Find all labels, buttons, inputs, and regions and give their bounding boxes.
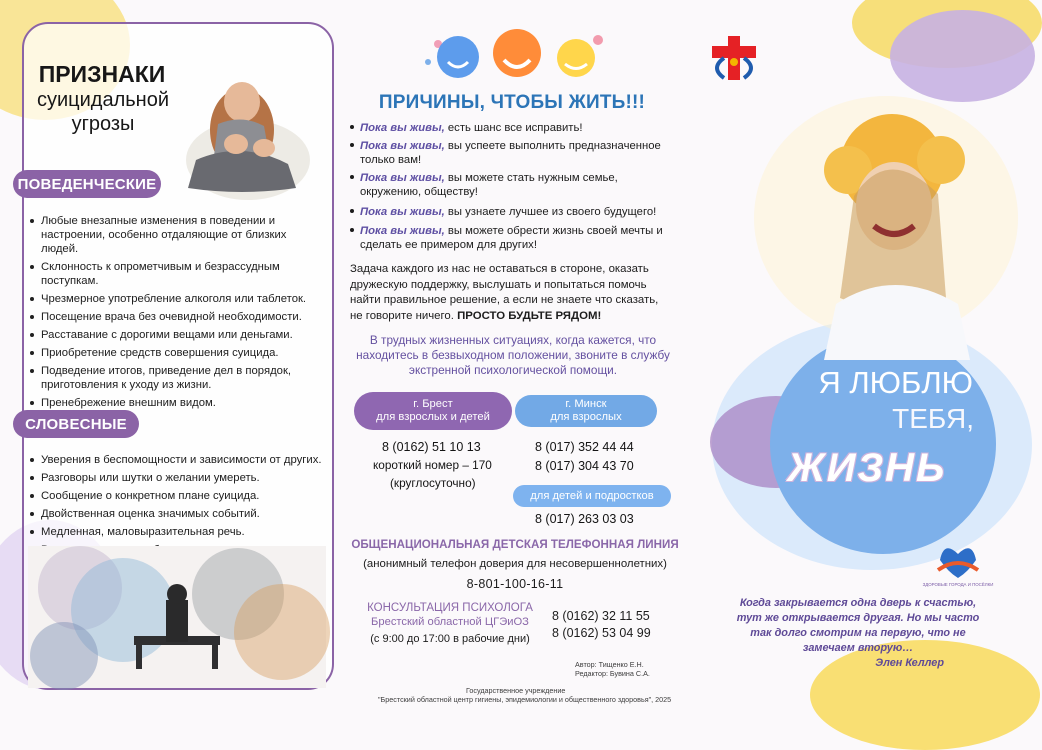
national-line-number: 8-801-100-16-11 bbox=[466, 577, 564, 591]
minsk-phone-2: 8 (017) 304 43 70 bbox=[535, 459, 634, 473]
reason-text: вы успеете выполнить предназначенное только вам! bbox=[360, 140, 661, 166]
behavioral-item: Расставание с дорогими вещами или деньгами. bbox=[30, 328, 322, 342]
emoji-group bbox=[424, 20, 614, 84]
signs-subtitle bbox=[28, 88, 178, 136]
organization-line2: "Брестский областной центр гигиены, эпидемиологии и общественного здоровья", 2025 bbox=[378, 695, 672, 704]
reason-body bbox=[352, 171, 676, 199]
reason-body bbox=[352, 121, 676, 135]
support-paragraph bbox=[350, 262, 674, 324]
minsk-audience: для взрослых bbox=[550, 411, 622, 423]
reason-lead: Пока вы живы, bbox=[360, 122, 445, 134]
reason-lead: Пока вы живы, bbox=[360, 140, 445, 152]
healthy-cities-logo bbox=[922, 534, 994, 588]
reason-text: есть шанс все исправить! bbox=[444, 122, 583, 134]
brest-hours: (круглосуточно) bbox=[390, 476, 476, 490]
behavioral-item: Склонность к опрометчивым и безрассудным поступкам. bbox=[30, 260, 322, 288]
bench-illustration bbox=[28, 546, 326, 688]
behavioral-item: Любые внезапные изменения в поведении и настроении, особенно отдаляющие от близких людей. bbox=[30, 214, 322, 256]
brest-short-number: короткий номер – 170 bbox=[373, 458, 492, 472]
signs-subtitle-line2: угрозы bbox=[71, 113, 135, 135]
consultation-org: Брестский областной ЦГЭиОЗ bbox=[371, 616, 529, 628]
reason-item bbox=[352, 224, 676, 252]
minsk-children-label: для детей и подростков bbox=[530, 489, 654, 502]
quote-author: Элен Келлер bbox=[875, 657, 944, 669]
brest-pill bbox=[354, 392, 512, 430]
verbal-item: Уверения в беспомощности и зависимости от других. bbox=[30, 453, 322, 467]
minsk-children-phone: 8 (017) 263 03 03 bbox=[535, 512, 634, 526]
svg-text:ЗДОРОВЫЕ ГОРОДА И ПОСЁЛКИ: ЗДОРОВЫЕ ГОРОДА И ПОСЁЛКИ bbox=[922, 582, 994, 587]
sad-girl-illustration bbox=[178, 56, 310, 206]
quote-text: Когда закрывается одна дверь к счастью, тут же открывается другая. Но мы часто так долго смотрим на первую, что не замечаем вторую… bbox=[736, 597, 980, 654]
behavioral-list bbox=[30, 214, 322, 414]
brest-city: г. Брест bbox=[413, 398, 453, 410]
reason-item bbox=[352, 139, 676, 167]
organization-line1: Государственное учреждение bbox=[466, 686, 566, 695]
verbal-section-label: СЛОВЕСНЫЕ bbox=[13, 410, 139, 438]
verbal-item: Двойственная оценка значимых событий. bbox=[30, 507, 322, 521]
national-line-title: ОБЩЕНАЦИОНАЛЬНАЯ ДЕТСКАЯ ТЕЛЕФОННАЯ ЛИНИЯ bbox=[351, 538, 679, 551]
reason-lead: Пока вы живы, bbox=[360, 206, 445, 218]
reason-body bbox=[352, 139, 676, 167]
verbal-item: Медленная, маловыразительная речь. bbox=[30, 525, 322, 539]
consultation-hours: (с 9:00 до 17:00 в рабочие дни) bbox=[370, 633, 530, 645]
reason-lead: Пока вы живы, bbox=[360, 225, 445, 237]
verbal-item: Сообщение о конкретном плане суицида. bbox=[30, 489, 322, 503]
consultation-phone-2: 8 (0162) 53 04 99 bbox=[552, 626, 651, 640]
emergency-note: В трудных жизненных ситуациях, когда кажется, что находитесь в безвыходном положении, звоните в службу экстренной психологической помощи. bbox=[356, 333, 670, 377]
behavioral-item: Чрезмерное употребление алкоголя или таблеток. bbox=[30, 292, 322, 306]
smiling-girl-illustration bbox=[744, 88, 1020, 360]
minsk-phone-1: 8 (017) 352 44 44 bbox=[535, 440, 634, 454]
love-line-2: ТЕБЯ, bbox=[892, 403, 974, 434]
reasons-title: ПРИЧИНЫ, ЧТОБЫ ЖИТЬ!!! bbox=[378, 92, 646, 113]
reason-text: вы можете обрести жизнь своей мечты и сделать ее примером для других! bbox=[360, 225, 663, 251]
minsk-city: г. Минск bbox=[565, 398, 607, 410]
behavioral-item: Посещение врача без очевидной необходимости. bbox=[30, 310, 322, 324]
verbal-item: Разговоры или шутки о желании умереть. bbox=[30, 471, 322, 485]
consultation-phone-1: 8 (0162) 32 11 55 bbox=[552, 609, 650, 623]
reason-item bbox=[352, 171, 676, 199]
support-text: Задача каждого из нас не оставаться в стороне, оказать дружескую поддержку, выслушать и попытаться помочь найти правильное решение, а если не знаете что сказать, не говорите ничего. bbox=[350, 263, 659, 322]
brest-audience: для взрослых и детей bbox=[376, 411, 490, 423]
behavioral-item: Пренебрежение внешним видом. bbox=[30, 396, 322, 410]
love-line-1: Я ЛЮБЛЮ bbox=[818, 365, 973, 400]
behavioral-item: Подведение итогов, приведение дел в порядок, приготовления к уходу из жизни. bbox=[30, 364, 322, 392]
reason-body bbox=[352, 224, 676, 252]
signs-title: ПРИЗНАКИ bbox=[38, 61, 166, 87]
reason-body bbox=[352, 205, 676, 219]
editor-line: Редактор: Бувина С.А. bbox=[575, 669, 650, 678]
reason-text: вы узнаете лучшее из своего будущего! bbox=[444, 206, 657, 218]
brest-phone: 8 (0162) 51 10 13 bbox=[382, 440, 481, 454]
reason-item bbox=[352, 121, 676, 135]
support-emphasis: ПРОСТО БУДЬТЕ РЯДОМ! bbox=[457, 309, 602, 322]
signs-subtitle-line1: суицидальной bbox=[36, 89, 170, 111]
reason-text: вы можете стать нужным семье, окружению, обществу! bbox=[360, 172, 618, 198]
love-line-3: ЖИЗНЬ bbox=[787, 446, 947, 490]
behavioral-section-label: ПОВЕДЕНЧЕСКИЕ bbox=[13, 170, 161, 198]
reason-item bbox=[352, 205, 676, 219]
reason-lead: Пока вы живы, bbox=[360, 172, 445, 184]
medical-cross-logo bbox=[706, 34, 762, 94]
author-line: Автор: Тищенко Е.Н. bbox=[575, 660, 644, 669]
minsk-pill bbox=[515, 395, 657, 427]
consultation-title: КОНСУЛЬТАЦИЯ ПСИХОЛОГА bbox=[367, 602, 533, 614]
national-line-subtitle: (анонимный телефон доверия для несовершеннолетних) bbox=[363, 558, 667, 570]
behavioral-item: Приобретение средств совершения суицида. bbox=[30, 346, 322, 360]
keller-quote bbox=[728, 596, 988, 671]
minsk-children-pill bbox=[513, 485, 671, 507]
